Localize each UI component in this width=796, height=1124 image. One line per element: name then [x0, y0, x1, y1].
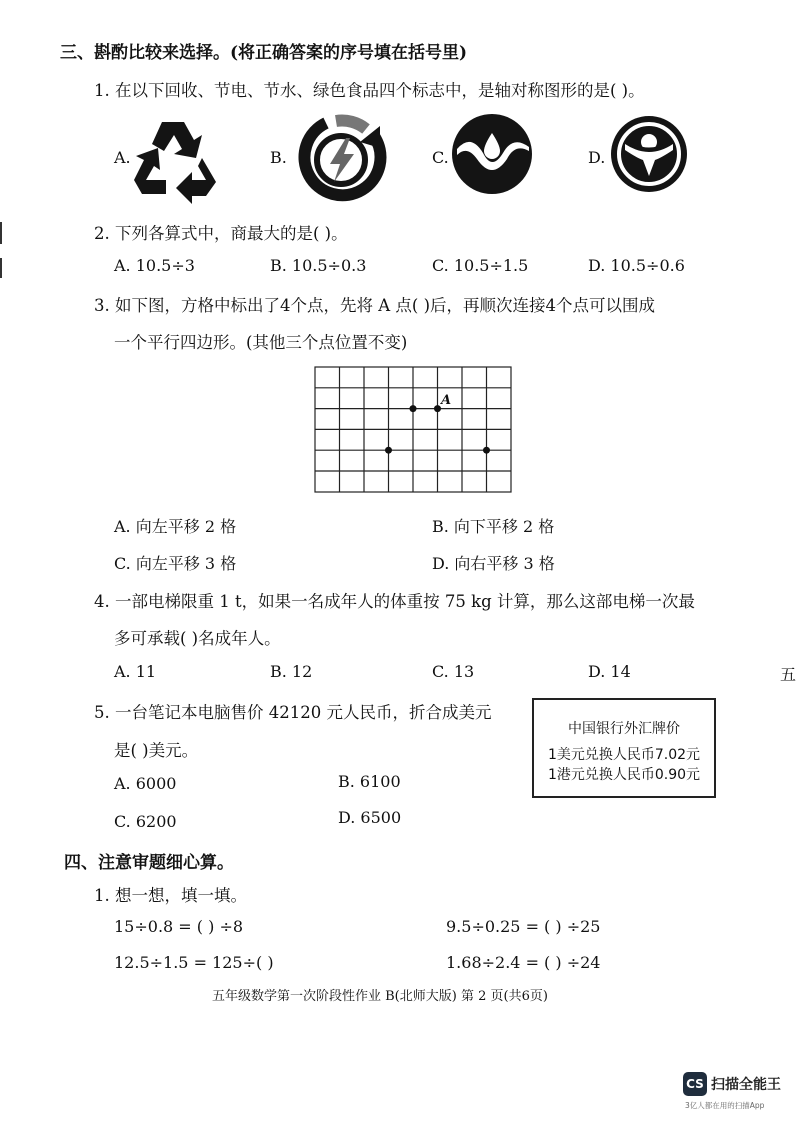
- section-4-heading: 四、注意审题细心算。: [64, 853, 234, 873]
- grid-point-a: [434, 405, 441, 412]
- recycle-icon: [132, 118, 218, 202]
- q4-option-c: C. 13: [432, 662, 475, 681]
- fill-item-2: 9.5÷0.25 = ( ) ÷25: [446, 917, 601, 936]
- q2-option-d: D. 10.5÷0.6: [588, 256, 685, 275]
- q4-option-a: A. 11: [114, 662, 157, 681]
- green-food-icon: [609, 114, 689, 198]
- fill-item-4: 1.68÷2.4 = ( ) ÷24: [446, 953, 601, 972]
- q1-option-c-label: C.: [432, 148, 449, 167]
- scan-edge-mark: [0, 258, 2, 278]
- q2-option-a: A. 10.5÷3: [114, 256, 195, 275]
- q5-option-a: A. 6000: [114, 774, 177, 793]
- q2-option-b: B. 10.5÷0.3: [270, 256, 367, 275]
- q4-option-d: D. 14: [588, 662, 631, 681]
- scanner-app-tagline: 3亿人都在用的扫描App: [685, 1101, 765, 1110]
- power-saving-icon: [296, 114, 386, 208]
- question-3-line-2: 一个平行四边形。(其他三个点位置不变): [114, 333, 408, 352]
- grid-point: [410, 405, 417, 412]
- grid-point: [483, 447, 490, 454]
- question-5-line-1: 5. 一台笔记本电脑售价 42120 元人民币，折合成美元: [94, 703, 492, 722]
- question-5-line-2: 是( )美元。: [114, 741, 199, 760]
- q1-option-d-label: D.: [588, 148, 606, 167]
- q3-option-c: C. 向左平移 3 格: [114, 554, 237, 573]
- scanner-app-name: 扫描全能王: [711, 1077, 781, 1093]
- q5-option-b: B. 6100: [338, 772, 401, 791]
- fill-item-3: 12.5÷1.5 = 125÷( ): [114, 953, 274, 972]
- exchange-rate-usd: 1美元兑换人民币7.02元: [547, 747, 701, 763]
- point-a-label: A: [441, 393, 452, 408]
- question-1-text: 1. 在以下回收、节电、节水、绿色食品四个标志中，是轴对称图形的是( )。: [94, 81, 645, 100]
- q5-option-c: C. 6200: [114, 812, 177, 831]
- water-saving-icon: [451, 113, 533, 199]
- exchange-rate-box: [532, 698, 716, 798]
- q1-option-b-label: B.: [270, 148, 287, 167]
- question-3-line-1: 3. 如下图，方格中标出了4个点，先将 A 点( )后，再顺次连接4个点可以围成: [94, 296, 656, 315]
- section-3-heading: 三、斟酌比较来选择。(将正确答案的序号填在括号里): [60, 43, 468, 63]
- q3-option-a: A. 向左平移 2 格: [114, 517, 237, 536]
- q1-option-a-label: A.: [114, 148, 131, 167]
- question-2-text: 2. 下列各算式中，商最大的是( )。: [94, 224, 348, 243]
- scan-edge-mark: [0, 222, 2, 244]
- q3-option-b: B. 向下平移 2 格: [432, 517, 555, 536]
- exchange-rate-hkd: 1港元兑换人民币0.90元: [547, 767, 701, 783]
- q2-option-c: C. 10.5÷1.5: [432, 256, 529, 275]
- exchange-rate-title: 中国银行外汇牌价: [568, 721, 680, 737]
- grid-point: [385, 447, 392, 454]
- fill-item-1: 15÷0.8 = ( ) ÷8: [114, 917, 244, 936]
- q5-option-d: D. 6500: [338, 808, 402, 827]
- margin-character: 五: [780, 665, 796, 684]
- section-4-question-1: 1. 想一想，填一填。: [94, 886, 247, 905]
- question-4-line-1: 4. 一部电梯限重 1 t，如果一名成年人的体重按 75 kg 计算，那么这部电梯一次最: [94, 592, 695, 611]
- grid-figure: [314, 366, 514, 500]
- q3-option-d: D. 向右平移 3 格: [432, 554, 555, 573]
- page-footer: 五年级数学第一次阶段性作业 B(北师大版) 第 2 页(共6页): [212, 989, 548, 1004]
- question-4-line-2: 多可承载( )名成年人。: [114, 629, 281, 648]
- q4-option-b: B. 12: [270, 662, 313, 681]
- scanner-logo-icon: CS: [683, 1072, 707, 1096]
